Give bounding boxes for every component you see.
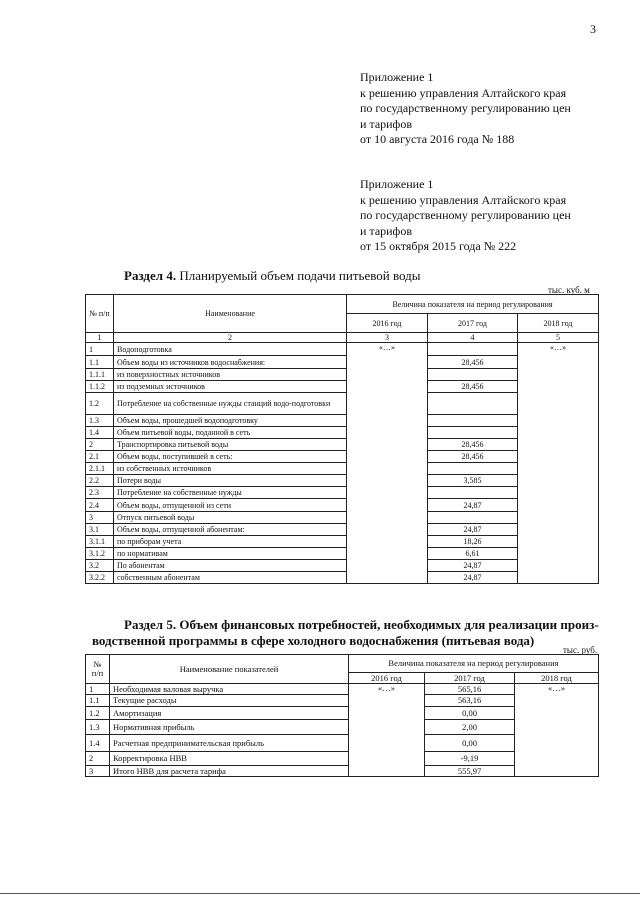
value-2017: 0,00 [425, 707, 515, 720]
appendix-line: к решению управления Алтайского края [360, 85, 567, 100]
value-2017 [428, 487, 518, 499]
col-number: 4 [428, 333, 518, 343]
value-2017 [428, 393, 518, 415]
value-2017: 28,456 [428, 381, 518, 393]
value-2017: 565,16 [425, 684, 515, 695]
value-2017: 555,97 [425, 766, 515, 777]
row-name: По абонентам [114, 560, 347, 572]
row-num: 3.1 [86, 524, 114, 536]
appendix-line: от 15 октября 2015 года № 222 [360, 239, 517, 253]
row-name: Амортизация [110, 707, 349, 720]
row-name: Объем воды из источников водоснабжения: [114, 356, 347, 369]
row-name: по нормативам [114, 548, 347, 560]
value-2017 [428, 343, 518, 356]
value-2017: 18,26 [428, 536, 518, 548]
row-name: Расчетная предпринимательская прибыль [110, 735, 349, 752]
row-num: 2.2 [86, 475, 114, 487]
row-num: 3.1.1 [86, 536, 114, 548]
row-name: Корректировка НВВ [110, 752, 349, 766]
appendix-line: и тарифов [360, 116, 413, 131]
row-name: Объем питьевой воды, поданной в сеть [114, 427, 347, 439]
row-name: собственным абонентам [114, 572, 347, 584]
row-num: 1.1.1 [86, 369, 114, 381]
row-num: 2.1 [86, 451, 114, 463]
header-num: № п/п [86, 295, 114, 333]
row-num: 2.4 [86, 499, 114, 512]
value-2017: 24,87 [428, 572, 518, 584]
value-2017: 3,585 [428, 475, 518, 487]
row-name: из подземных источников [114, 381, 347, 393]
section5-title [92, 617, 609, 649]
row-num: 1.1 [86, 695, 110, 707]
section4-unit: тыс. куб. м [548, 285, 590, 295]
row-num: 1.3 [86, 720, 110, 735]
header-year-2018: 2018 год [515, 673, 599, 684]
row-num: 2 [86, 752, 110, 766]
section5-title-line1: Объем финансовых потребностей, необходимых для реализации произ- [179, 617, 599, 632]
row-num: 3 [86, 512, 114, 524]
value-2017: 28,456 [428, 439, 518, 451]
appendix-original [360, 177, 571, 255]
col-number: 1 [86, 333, 114, 343]
section5-unit: тыс. руб. [563, 645, 598, 655]
appendix-line: и тарифов [360, 223, 413, 238]
row-name: Нормативная прибыль [110, 720, 349, 735]
row-name: Потребление на собственные нужды станций водо-подготовки [114, 393, 347, 415]
row-num: 3.1.2 [86, 548, 114, 560]
value-2017: 0,00 [425, 735, 515, 752]
section4-title [124, 268, 421, 284]
row-name: Объем воды, отпущенной из сети [114, 499, 347, 512]
row-num: 1.2 [86, 393, 114, 415]
page-number: 3 [590, 22, 596, 36]
section5-title-line2: водственной программы в сфере холодного водоснабжения (питьевая вода) [92, 633, 535, 648]
value-2017: -9,19 [425, 752, 515, 766]
section4-table [85, 294, 599, 584]
row-name: Потери воды [114, 475, 347, 487]
section4-title-text: Планируемый объем подачи питьевой воды [179, 268, 421, 283]
value-2018-merged: «…» [518, 343, 599, 584]
row-name: Транспортировка питьевой воды [114, 439, 347, 451]
row-num: 1.1 [86, 356, 114, 369]
value-2017 [428, 369, 518, 381]
row-name: по приборам учета [114, 536, 347, 548]
row-num: 2.1.1 [86, 463, 114, 475]
appendix-line: Приложение 1 [360, 177, 434, 191]
header-year-2017: 2017 год [425, 673, 515, 684]
row-num: 1.1.2 [86, 381, 114, 393]
row-name: из поверхностных источников [114, 369, 347, 381]
value-2017 [428, 415, 518, 427]
section5-label: Раздел 5. [124, 617, 177, 632]
header-group: Величина показателя на период регулирования [349, 655, 599, 673]
header-year-2018: 2018 год [518, 314, 599, 333]
header-name: Наименование [114, 295, 347, 333]
appendix-current [360, 70, 571, 148]
row-name: Итого НВВ для расчета тарифа [110, 766, 349, 777]
row-name: Объем воды, поступившей в сеть: [114, 451, 347, 463]
value-2017: 28,456 [428, 451, 518, 463]
row-name: Текущие расходы [110, 695, 349, 707]
appendix-line: по государственному регулированию цен [360, 101, 571, 115]
header-num: № п/п [86, 655, 110, 684]
row-num: 1.4 [86, 427, 114, 439]
value-2017: 24,87 [428, 499, 518, 512]
header-year-2017: 2017 год [428, 314, 518, 333]
table-row [86, 684, 599, 695]
col-number: 5 [518, 333, 599, 343]
value-2017: 24,87 [428, 560, 518, 572]
row-num: 1 [86, 684, 110, 695]
row-num: 1.3 [86, 415, 114, 427]
appendix-line: к решению управления Алтайского края [360, 192, 567, 207]
header-name: Наименование показателей [110, 655, 349, 684]
row-num: 3.2 [86, 560, 114, 572]
row-num: 2.3 [86, 487, 114, 499]
value-2016-merged: «…» [349, 684, 425, 777]
row-num: 1.2 [86, 707, 110, 720]
appendix-line: Приложение 1 [360, 70, 434, 84]
row-name: Отпуск питьевой воды [114, 512, 347, 524]
row-num: 2 [86, 439, 114, 451]
row-name: Необходимая валовая выручка [110, 684, 349, 695]
col-number: 3 [347, 333, 428, 343]
appendix-line: по государственному регулированию цен [360, 208, 571, 222]
value-2017: 28,456 [428, 356, 518, 369]
section5-table [85, 654, 599, 777]
row-num: 3 [86, 766, 110, 777]
value-2017: 6,61 [428, 548, 518, 560]
row-name: из собственных источников [114, 463, 347, 475]
value-2017 [428, 512, 518, 524]
table-row [86, 343, 599, 356]
row-name: Объем воды, отпущенной абонентам: [114, 524, 347, 536]
col-number: 2 [114, 333, 347, 343]
value-2017: 24,87 [428, 524, 518, 536]
section4-label: Раздел 4. [124, 268, 177, 283]
value-2017: 563,16 [425, 695, 515, 707]
page-bottom-edge [0, 893, 640, 894]
row-name: Объем воды, прошедшей водоподготовку [114, 415, 347, 427]
appendix-line: от 10 августа 2016 года № 188 [360, 132, 515, 146]
value-2018-merged: «…» [515, 684, 599, 777]
row-num: 1.4 [86, 735, 110, 752]
row-name: Водоподготовка [114, 343, 347, 356]
value-2017: 2,00 [425, 720, 515, 735]
value-2017 [428, 463, 518, 475]
header-year-2016: 2016 год [349, 673, 425, 684]
header-year-2016: 2016 год [347, 314, 428, 333]
row-num: 3.2.2 [86, 572, 114, 584]
header-group: Величина показателя на период регулирования [347, 295, 599, 314]
row-num: 1 [86, 343, 114, 356]
row-name: Потребление на собственные нужды [114, 487, 347, 499]
value-2017 [428, 427, 518, 439]
value-2016-merged: «…» [347, 343, 428, 584]
